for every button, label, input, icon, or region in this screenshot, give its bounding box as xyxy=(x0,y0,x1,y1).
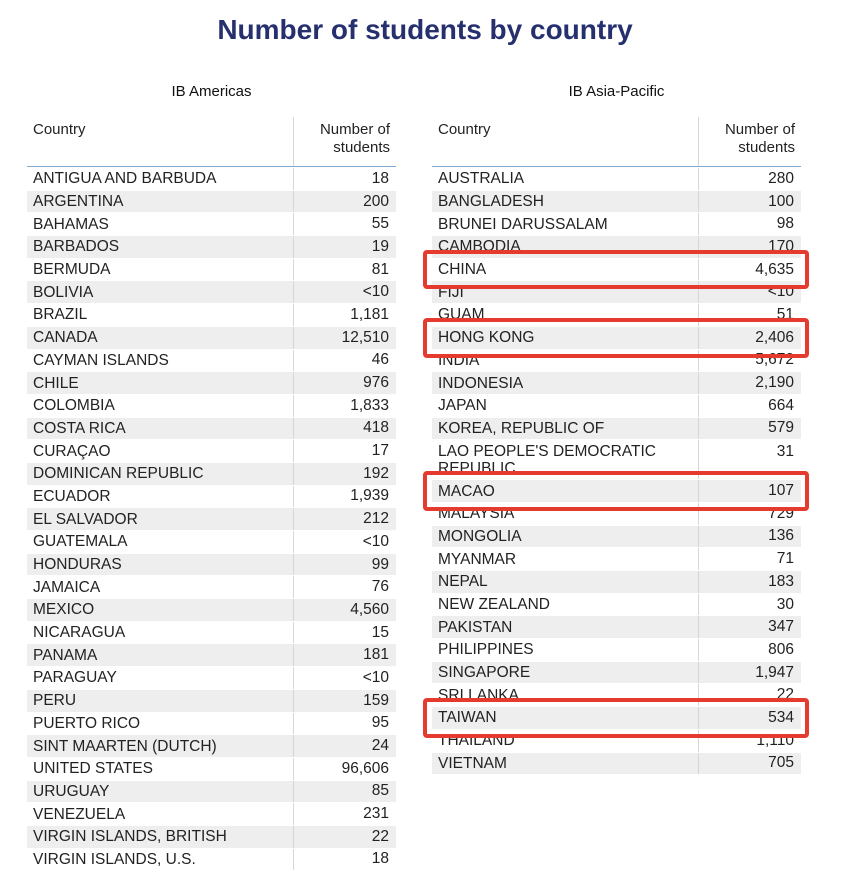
student-count-cell: 100 xyxy=(698,191,801,213)
country-cell: UNITED STATES xyxy=(33,760,153,778)
country-cell: KOREA, REPUBLIC OF xyxy=(438,419,605,437)
column-header-count: Number of students xyxy=(698,117,801,166)
table-row xyxy=(27,191,396,214)
table-row xyxy=(27,713,396,736)
country-cell: INDONESIA xyxy=(438,374,524,392)
student-count-cell: 95 xyxy=(293,713,396,735)
country-cell: LAO PEOPLE'S DEMOCRATIC REPUBLIC xyxy=(438,443,656,478)
student-count-cell: 76 xyxy=(293,576,396,598)
table-americas xyxy=(27,117,396,871)
table-row xyxy=(27,644,396,667)
table-row xyxy=(432,440,801,480)
table-row xyxy=(27,531,396,554)
column-header-count: Number of students xyxy=(293,117,396,166)
country-cell: DOMINICAN REPUBLIC xyxy=(33,465,204,483)
table-row xyxy=(27,781,396,804)
table-row xyxy=(27,486,396,509)
table-row xyxy=(27,735,396,758)
table-row xyxy=(432,753,801,776)
country-cell: BRAZIL xyxy=(33,306,88,324)
country-cell: MACAO xyxy=(438,482,495,500)
table-row xyxy=(27,622,396,645)
student-count-cell: 18 xyxy=(293,849,396,871)
student-count-cell: 2,190 xyxy=(698,372,801,394)
student-count-cell: 99 xyxy=(293,554,396,576)
region-title-asia-pacific: IB Asia-Pacific xyxy=(568,83,665,100)
student-count-cell: 1,181 xyxy=(293,304,396,326)
table-row xyxy=(432,480,801,503)
country-cell: ARGENTINA xyxy=(33,193,124,211)
country-cell: HONG KONG xyxy=(438,329,535,347)
table-row xyxy=(27,213,396,236)
column-header-country: Country xyxy=(438,121,491,138)
table-row xyxy=(27,372,396,395)
student-count-cell: 2,406 xyxy=(698,327,801,349)
student-count-cell: 15 xyxy=(293,622,396,644)
country-cell: URUGUAY xyxy=(33,782,110,800)
table-row xyxy=(432,304,801,327)
table-header xyxy=(27,117,396,167)
student-count-cell: 18 xyxy=(293,168,396,190)
table-body xyxy=(27,167,396,871)
student-count-cell: 1,833 xyxy=(293,395,396,417)
country-cell: NEW ZEALAND xyxy=(438,596,550,614)
student-count-cell: 192 xyxy=(293,463,396,485)
table-row xyxy=(432,503,801,526)
table-row xyxy=(432,259,801,282)
student-count-cell: 806 xyxy=(698,639,801,661)
student-count-cell: 5,672 xyxy=(698,350,801,372)
country-cell: BRUNEI DARUSSALAM xyxy=(438,215,608,233)
table-row xyxy=(432,236,801,259)
country-cell: MEXICO xyxy=(33,601,95,619)
country-cell: HONDURAS xyxy=(33,556,122,574)
country-cell: CURAÇAO xyxy=(33,442,111,460)
student-count-cell: 107 xyxy=(698,480,801,502)
table-asia-pacific xyxy=(432,117,801,775)
country-cell: COLOMBIA xyxy=(33,397,115,415)
country-cell: NEPAL xyxy=(438,573,488,591)
country-cell: VENEZUELA xyxy=(33,805,126,823)
country-cell: SINGAPORE xyxy=(438,664,531,682)
student-count-cell: 1,110 xyxy=(698,730,801,752)
table-row xyxy=(27,803,396,826)
student-count-cell: 51 xyxy=(698,304,801,326)
student-count-cell: 579 xyxy=(698,418,801,440)
table-row xyxy=(27,554,396,577)
country-cell: PARAGUAY xyxy=(33,669,117,687)
student-count-cell: 159 xyxy=(293,690,396,712)
student-count-cell: 976 xyxy=(293,372,396,394)
country-cell: TAIWAN xyxy=(438,709,497,727)
table-row xyxy=(27,327,396,350)
table-row xyxy=(432,707,801,730)
country-cell: NICARAGUA xyxy=(33,624,126,642)
student-count-cell: 1,939 xyxy=(293,486,396,508)
table-row xyxy=(432,730,801,753)
country-cell: GUAM xyxy=(438,306,485,324)
table-row xyxy=(432,684,801,707)
table-row xyxy=(27,849,396,872)
student-count-cell: <10 xyxy=(293,281,396,303)
table-row xyxy=(27,826,396,849)
table-row xyxy=(432,372,801,395)
student-count-cell: 170 xyxy=(698,236,801,258)
table-row xyxy=(27,440,396,463)
country-cell: CANADA xyxy=(33,329,98,347)
student-count-cell: 1,947 xyxy=(698,662,801,684)
table-row xyxy=(27,508,396,531)
student-count-cell: 729 xyxy=(698,503,801,525)
table-row xyxy=(432,350,801,373)
table-row xyxy=(27,418,396,441)
student-count-cell: 17 xyxy=(293,440,396,462)
student-count-cell: <10 xyxy=(293,667,396,689)
table-row xyxy=(432,191,801,214)
student-count-cell: 347 xyxy=(698,616,801,638)
student-count-cell: 181 xyxy=(293,644,396,666)
table-header xyxy=(432,117,801,167)
table-row xyxy=(27,690,396,713)
country-cell: BANGLADESH xyxy=(438,193,544,211)
student-count-cell: 22 xyxy=(698,684,801,706)
student-count-cell: 85 xyxy=(293,781,396,803)
column-header-country: Country xyxy=(33,121,86,138)
table-row xyxy=(432,616,801,639)
student-count-cell: <10 xyxy=(698,281,801,303)
table-row xyxy=(27,758,396,781)
country-cell: THAILAND xyxy=(438,732,515,750)
country-cell: JAMAICA xyxy=(33,578,101,596)
student-count-cell: 4,635 xyxy=(698,259,801,281)
country-cell: PERU xyxy=(33,692,77,710)
country-cell: PAKISTAN xyxy=(438,618,513,636)
country-cell: SINT MAARTEN (DUTCH) xyxy=(33,737,217,755)
country-cell: SRI LANKA xyxy=(438,686,519,704)
country-cell: PHILIPPINES xyxy=(438,641,534,659)
table-row xyxy=(432,548,801,571)
country-cell: CAYMAN ISLANDS xyxy=(33,351,169,369)
country-cell: GUATEMALA xyxy=(33,533,128,551)
student-count-cell: 280 xyxy=(698,168,801,190)
table-row xyxy=(432,418,801,441)
country-cell: VIETNAM xyxy=(438,754,507,772)
student-count-cell: 4,560 xyxy=(293,599,396,621)
student-count-cell: 81 xyxy=(293,259,396,281)
table-row xyxy=(27,599,396,622)
table-row xyxy=(27,259,396,282)
region-title-americas: IB Americas xyxy=(171,83,252,100)
country-cell: MYANMAR xyxy=(438,550,517,568)
student-count-cell: 705 xyxy=(698,753,801,775)
table-row xyxy=(27,463,396,486)
page-title: Number of students by country xyxy=(217,14,633,45)
student-count-cell: 55 xyxy=(293,213,396,235)
country-cell: AUSTRALIA xyxy=(438,170,525,188)
country-cell: VIRGIN ISLANDS, BRITISH xyxy=(33,828,227,846)
country-cell: VIRGIN ISLANDS, U.S. xyxy=(33,850,196,868)
student-count-cell: 46 xyxy=(293,350,396,372)
student-count-cell: 200 xyxy=(293,191,396,213)
student-count-cell: 22 xyxy=(293,826,396,848)
student-count-cell: 136 xyxy=(698,526,801,548)
student-count-cell: 24 xyxy=(293,735,396,757)
student-count-cell: 12,510 xyxy=(293,327,396,349)
student-count-cell: 19 xyxy=(293,236,396,258)
table-row xyxy=(432,571,801,594)
country-cell: PUERTO RICO xyxy=(33,714,141,732)
table-row xyxy=(27,304,396,327)
student-count-cell: 534 xyxy=(698,707,801,729)
country-cell: PANAMA xyxy=(33,646,98,664)
table-row xyxy=(27,281,396,304)
table-row xyxy=(27,350,396,373)
table-row xyxy=(27,667,396,690)
table-row xyxy=(432,526,801,549)
table-body xyxy=(432,167,801,775)
table-row xyxy=(432,662,801,685)
student-count-cell: 98 xyxy=(698,213,801,235)
country-cell: BAHAMAS xyxy=(33,215,109,233)
student-count-cell: 418 xyxy=(293,418,396,440)
country-cell: CHILE xyxy=(33,374,79,392)
table-row xyxy=(27,236,396,259)
country-cell: JAPAN xyxy=(438,397,487,415)
country-cell: FIJI xyxy=(438,283,464,301)
country-cell: COSTA RICA xyxy=(33,419,126,437)
table-row xyxy=(432,639,801,662)
student-count-cell: 30 xyxy=(698,594,801,616)
country-cell: MONGOLIA xyxy=(438,527,522,545)
student-count-cell: <10 xyxy=(293,531,396,553)
table-row xyxy=(432,327,801,350)
table-row xyxy=(432,395,801,418)
country-cell: EL SALVADOR xyxy=(33,510,138,528)
table-row xyxy=(432,213,801,236)
country-cell: BERMUDA xyxy=(33,261,111,279)
table-row xyxy=(27,576,396,599)
country-cell: ANTIGUA AND BARBUDA xyxy=(33,170,217,188)
country-cell: INDIA xyxy=(438,351,480,369)
student-count-cell: 96,606 xyxy=(293,758,396,780)
table-row xyxy=(432,168,801,191)
table-row xyxy=(27,395,396,418)
student-count-cell: 212 xyxy=(293,508,396,530)
country-cell: BOLIVIA xyxy=(33,283,94,301)
country-cell: ECUADOR xyxy=(33,487,111,505)
country-cell: CAMBODIA xyxy=(438,238,521,256)
table-row xyxy=(432,594,801,617)
student-count-cell: 231 xyxy=(293,803,396,825)
country-cell: CHINA xyxy=(438,261,487,279)
country-cell: MALAYSIA xyxy=(438,505,515,523)
country-cell: BARBADOS xyxy=(33,238,120,256)
student-count-cell: 31 xyxy=(698,440,801,479)
table-row xyxy=(27,168,396,191)
student-count-cell: 664 xyxy=(698,395,801,417)
student-count-cell: 71 xyxy=(698,548,801,570)
table-row xyxy=(432,281,801,304)
student-count-cell: 183 xyxy=(698,571,801,593)
